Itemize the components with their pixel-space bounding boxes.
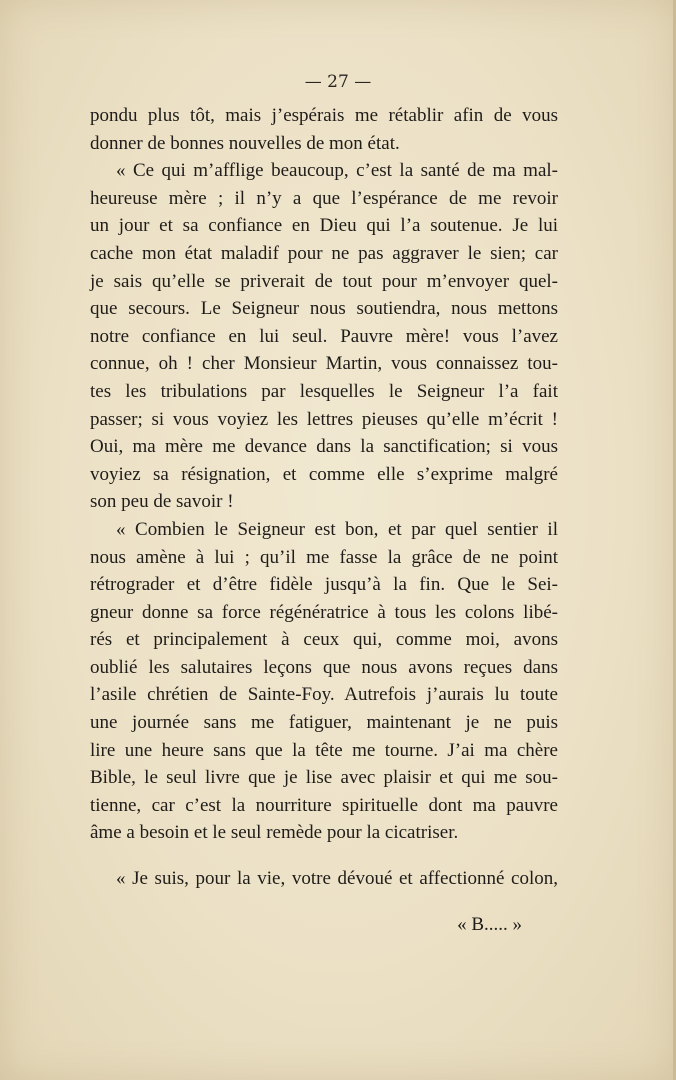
text-line: un jour et sa confiance en Dieu qui l’a soutenue. Je lui [90, 215, 558, 237]
closing-paragraph [90, 865, 558, 893]
text-line: âme a besoin et le seul remède pour la cicatriser. [90, 822, 459, 844]
text-line: donner de bonnes nouvelles de mon état. [90, 132, 400, 154]
text-line: tienne, car c’est la nourriture spirituelle dont ma pauvre [90, 794, 558, 816]
text-line: « Combien le Seigneur est bon, et par quel sentier il [116, 518, 558, 540]
text-line: une journée sans me fatiguer, maintenant je ne puis [90, 712, 558, 734]
text-line: l’asile chrétien de Sainte-Foy. Autrefois j’aurais lu toute [90, 684, 558, 706]
text-line: que secours. Le Seigneur nous soutiendra, nous mettons [90, 298, 558, 320]
text-line: rétrograder et d’être fidèle jusqu’à la fin. Que le Sei- [90, 574, 558, 596]
closing-line: « Je suis, pour la vie, votre dévoué et affectionné colon, [116, 868, 558, 890]
text-line: cache mon état maladif pour ne pas aggraver le sien; car [90, 242, 558, 264]
text-line: « Ce qui m’afflige beaucoup, c’est la santé de ma mal- [116, 160, 558, 182]
text-line: oublié les salutaires leçons que nous avons reçues dans [90, 656, 558, 678]
paragraph-1 [90, 102, 558, 157]
text-line: lire une heure sans que la tête me tourne. J’ai ma chère [90, 739, 558, 761]
paragraph-2 [90, 157, 558, 516]
paragraph-gap [90, 847, 558, 865]
text-line: voyiez sa résignation, et comme elle s’exprime malgré [90, 463, 558, 485]
text-line: notre confiance en lui seul. Pauvre mère! vous l’avez [90, 325, 558, 347]
signature: « B..... » [457, 914, 522, 935]
text-line: je sais qu’elle se priverait de tout pour m’envoyer quel- [90, 270, 558, 292]
text-line: Bible, le seul livre que je lise avec plaisir et qui me sou- [90, 767, 558, 789]
text-line: tes les tribulations par lesquelles le Seigneur l’a fait [90, 380, 558, 402]
text-line: heureuse mère ; il n’y a que l’espérance de me revoir [90, 187, 558, 209]
text-line: nous amène à lui ; qu’il me fasse la grâce de ne point [90, 546, 558, 568]
text-line: son peu de savoir ! [90, 491, 234, 513]
text-line: Oui, ma mère me devance dans la sanctification; si vous [90, 436, 558, 458]
text-line: rés et principalement à ceux qui, comme moi, avons [90, 629, 558, 651]
body-text [90, 102, 558, 893]
page-number: — 27 — [304, 72, 372, 92]
text-line: pondu plus tôt, mais j’espérais me rétablir afin de vous [90, 105, 558, 126]
paragraph-3 [90, 516, 558, 847]
text-line: gneur donne sa force régénératrice à tous les colons libé- [90, 601, 558, 623]
text-line: passer; si vous voyiez les lettres pieuses qu’elle m’écrit ! [90, 408, 558, 430]
text-line: connue, oh ! cher Monsieur Martin, vous connaissez tou- [90, 353, 558, 375]
